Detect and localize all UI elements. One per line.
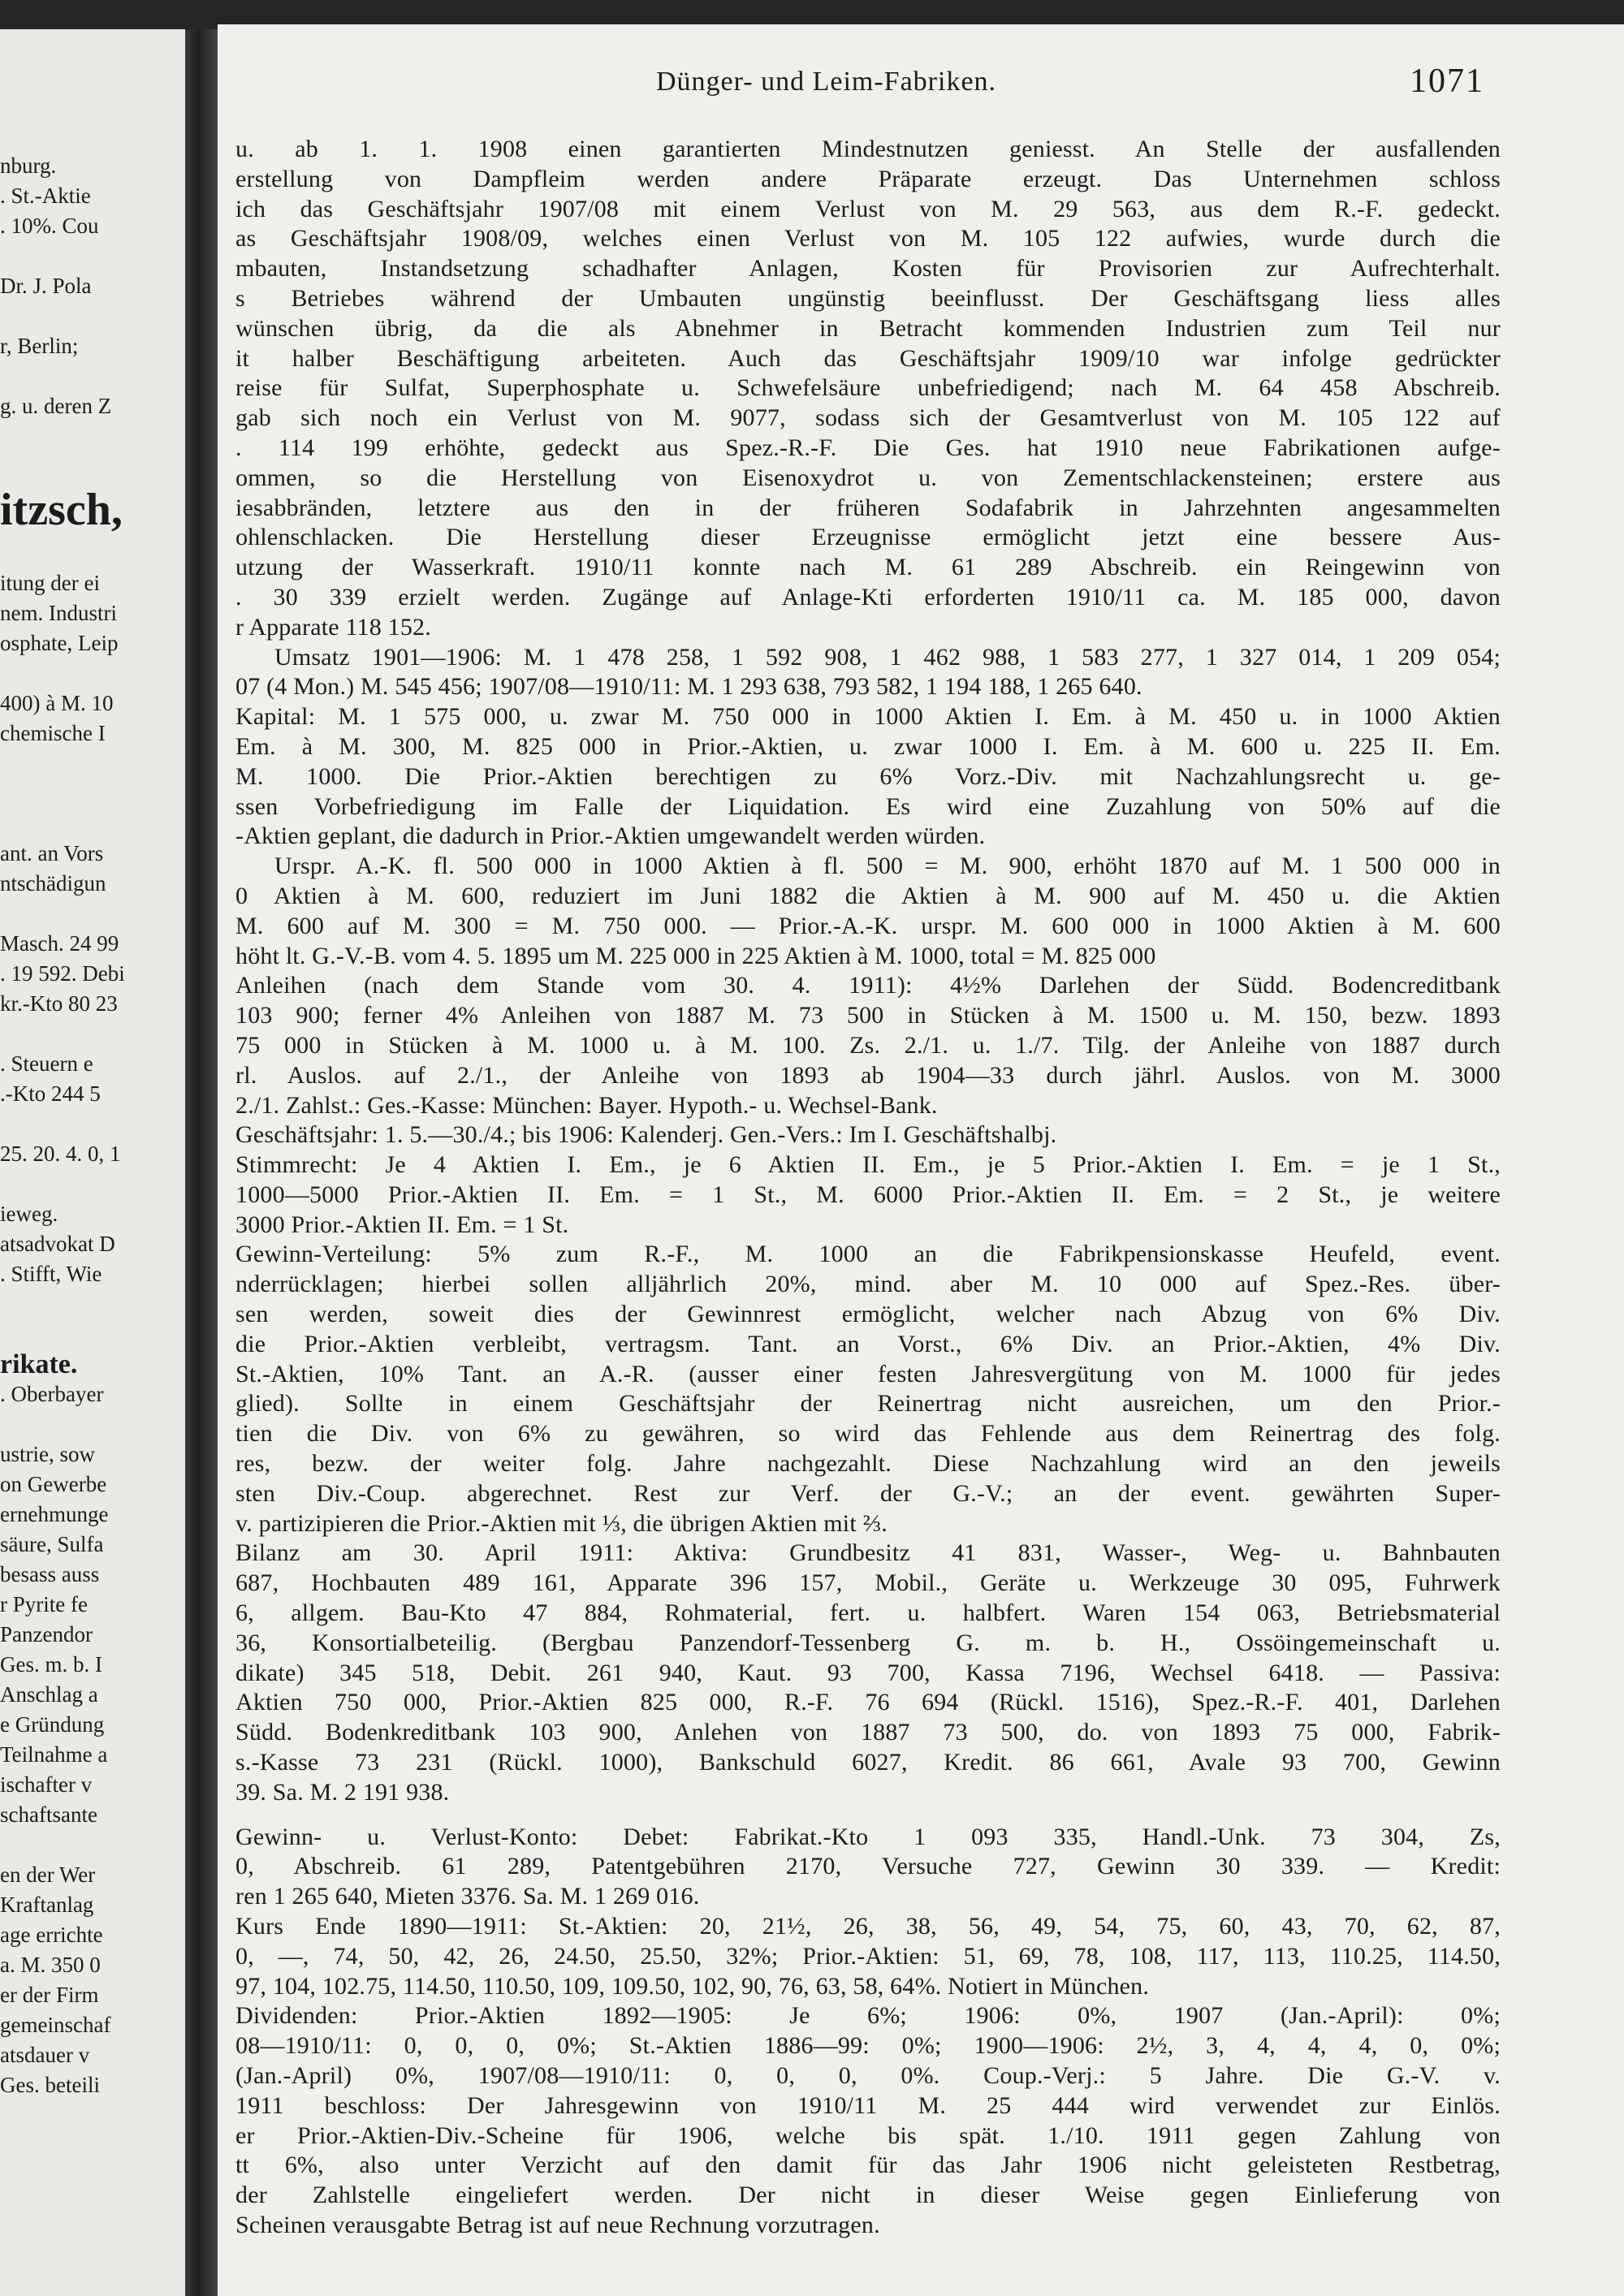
text-line: ohlenschlacken. Die Herstellung dieser Erzeugnisse ermöglicht jetzt eine bessere Aus- xyxy=(235,524,1501,551)
text-line: Dividenden: Prior.-Aktien 1892—1905: Je 6%; 1906: 0%, 1907 (Jan.-April): 0%; xyxy=(235,2002,1501,2030)
text-line: 3000 Prior.-Aktien II. Em. = 1 St. xyxy=(235,1211,569,1238)
left-page-line: .-Kto 244 5 xyxy=(0,1081,101,1106)
text-line: 07 (4 Mon.) M. 545 456; 1907/08—1910/11: M. 1 293 638, 793 582, 1 194 188, 1 265 640. xyxy=(235,673,1142,701)
text-line: St.-Aktien, 10% Tant. an A.-R. (ausser einer festen Jahresvergütung von M. 1000 für jedes xyxy=(235,1360,1501,1388)
left-page-line: Anschlag a xyxy=(0,1682,98,1707)
text-line: M. 600 auf M. 300 = M. 750 000. — Prior.-A.-K. urspr. M. 600 000 in 1000 Aktien à M. 600 xyxy=(235,912,1501,939)
text-line: 39. Sa. M. 2 191 938. xyxy=(235,1778,450,1806)
text-line: höht lt. G.-V.-B. vom 4. 5. 1895 um M. 225 000 in 225 Aktien à M. 1000, total = M. 825 000 xyxy=(235,942,1156,969)
text-line: dikate) 345 518, Debit. 261 940, Kaut. 93 700, Kassa 7196, Wechsel 6418. — Passiva: xyxy=(235,1659,1501,1686)
text-line: 6, allgem. Bau-Kto 47 884, Rohmaterial, fert. u. halbfert. Waren 154 063, Betriebsmaterial xyxy=(235,1599,1501,1627)
left-page-line: schaftsante xyxy=(0,1802,97,1827)
text-line: . 30 339 erzielt werden. Zugänge auf Anlage-Kti erforderten 1910/11 ca. M. 185 000, davon xyxy=(235,583,1501,611)
left-page-line: ernehmunge xyxy=(0,1502,109,1526)
main-page xyxy=(218,24,1624,2296)
left-page-line xyxy=(0,1830,185,1860)
text-line: 0, —, 74, 50, 42, 26, 24.50, 25.50, 32%; Prior.-Aktien: 51, 69, 78, 108, 117, 113, 110.25, 114.50, xyxy=(235,1942,1501,1970)
text-line: 08—1910/11: 0, 0, 0, 0%; St.-Aktien 1886—99: 0%; 1900—1906: 2½, 3, 4, 4, 4, 0, 0%; xyxy=(235,2032,1501,2060)
left-page-line: on Gewerbe xyxy=(0,1472,107,1496)
left-page-line: . 10%. Cou xyxy=(0,214,99,238)
text-line: 0, Abschreib. 61 289, Patentgebühren 2170, Versuche 727, Gewinn 30 339. — Kredit: xyxy=(235,1853,1501,1880)
text-line: (Jan.-April) 0%, 1907/08—1910/11: 0, 0, 0, 0%. Coup.-Verj.: 5 Jahre. Die G.-V. v. xyxy=(235,2062,1501,2089)
text-line: r Apparate 118 152. xyxy=(235,613,431,641)
text-line: it halber Beschäftigung arbeiteten. Auch das Geschäftsjahr 1909/10 war infolge gedrückter xyxy=(235,344,1501,372)
text-line: 1000—5000 Prior.-Aktien II. Em. = 1 St., M. 6000 Prior.-Aktien II. Em. = 2 St., je weitere xyxy=(235,1180,1501,1208)
text-line: Gewinn- u. Verlust-Konto: Debet: Fabrikat.-Kto 1 093 335, Handl.-Unk. 73 304, Zs, xyxy=(235,1823,1501,1850)
left-page-line: age errichte xyxy=(0,1923,103,1947)
left-page-line xyxy=(0,1319,185,1349)
text-line: 0 Aktien à M. 600, reduziert im Juni 1882 die Aktien à M. 900 auf M. 450 u. die Aktien xyxy=(235,882,1501,909)
left-page-line: Kraftanlag xyxy=(0,1892,94,1917)
text-line: . 114 199 erhöhte, gedeckt aus Spez.-R.-F. Die Ges. hat 1910 neue Fabrikationen aufge- xyxy=(235,434,1501,461)
left-page-line xyxy=(0,658,185,688)
text-line: nderrücklagen; hierbei sollen alljährlich 20%, mind. aber M. 10 000 auf Spez.-Res. über- xyxy=(235,1271,1501,1298)
left-page-line xyxy=(0,361,185,391)
text-line: 687, Hochbauten 489 161, Apparate 396 157, Mobil., Geräte u. Werkzeuge 30 095, Fuhrwerk xyxy=(235,1569,1501,1597)
left-page-line: ieweg. xyxy=(0,1202,58,1226)
text-line: Bilanz am 30. April 1911: Aktiva: Grundbesitz 41 831, Wasser-, Weg- u. Bahnbauten xyxy=(235,1539,1501,1567)
left-page-line: osphate, Leip xyxy=(0,631,119,655)
left-page-line: Masch. 24 99 xyxy=(0,931,119,956)
left-page-line: a. M. 350 0 xyxy=(0,1953,101,1977)
page-number: 1071 xyxy=(1410,63,1484,100)
text-line: reise für Sulfat, Superphosphate u. Schwefelsäure unbefriedigend; nach M. 64 458 Abschreib. xyxy=(235,374,1501,402)
left-page-line: nem. Industri xyxy=(0,601,117,625)
left-page-line: Panzendor xyxy=(0,1622,93,1646)
left-page-line xyxy=(0,779,185,809)
text-line: tt 6%, also unter Verzicht auf den damit für das Jahr 1906 nicht geleisteten Restbetrag, xyxy=(235,2151,1501,2179)
text-line: Umsatz 1901—1906: M. 1 478 258, 1 592 908, 1 462 988, 1 583 277, 1 327 014, 1 209 054; xyxy=(274,643,1501,671)
text-line: res, bezw. der weiter folg. Jahre nachgezahlt. Diese Nachzahlung wird an den jeweils xyxy=(235,1450,1501,1478)
text-line: der Zahlstelle eingeliefert werden. Der nicht in dieser Weise gegen Einlieferung von xyxy=(235,2182,1501,2209)
left-page-line: ischafter v xyxy=(0,1772,93,1797)
left-page-line xyxy=(0,451,185,481)
text-line: sten Div.-Coup. abgerechnet. Rest zur Verf. der G.-V.; an der event. gewährten Super- xyxy=(235,1479,1501,1507)
left-page-line: itung der ei xyxy=(0,571,100,595)
left-page-line: . Stifft, Wie xyxy=(0,1262,102,1286)
text-line: s Betriebes während der Umbauten ungünstig beeinflusst. Der Geschäftsgang liess alles xyxy=(235,284,1501,312)
text-line: 1911 beschloss: Der Jahresgewinn von 1910/11 M. 25 444 wird verwendet zur Einlös. xyxy=(235,2091,1501,2119)
left-page-line: ustrie, sow xyxy=(0,1442,95,1466)
text-line: utzung der Wasserkraft. 1910/11 konnte nach M. 61 289 Abschreib. ein Reingewinn von xyxy=(235,554,1501,581)
left-page-line: er der Firm xyxy=(0,1983,99,2007)
text-line: 75 000 in Stücken à M. 1000 u. à M. 100. Zs. 2./1. u. 1./7. Tilg. der Anleihe von 1887 durch xyxy=(235,1031,1501,1059)
left-page-line: . Steuern e xyxy=(0,1051,93,1076)
text-line: Geschäftsjahr: 1. 5.—30./4.; bis 1906: Kalenderj. Gen.-Vers.: Im I. Geschäftshalbj. xyxy=(235,1121,1057,1149)
book-gutter xyxy=(185,29,219,2296)
left-page-line xyxy=(0,241,185,271)
left-page-line: Teilnahme a xyxy=(0,1742,108,1767)
left-page-line: 400) à M. 10 xyxy=(0,691,114,715)
text-line: Scheinen verausgabte Betrag ist auf neue Rechnung vorzutragen. xyxy=(235,2211,880,2238)
text-line: rl. Auslos. auf 2./1., der Anleihe von 1893 ab 1904—33 durch jährl. Auslos. von M. 3000 xyxy=(235,1061,1501,1089)
left-page-line: e Gründung xyxy=(0,1712,105,1737)
text-line: Aktien 750 000, Prior.-Aktien 825 000, R.-F. 76 694 (Rückl. 1516), Spez.-R.-F. 401, Darlehen xyxy=(235,1689,1501,1716)
text-line: ich das Geschäftsjahr 1907/08 mit einem Verlust von M. 29 563, aus dem R.-F. gedeckt. xyxy=(235,195,1501,222)
body-text xyxy=(218,135,1501,2241)
text-line: wünschen übrig, da die als Abnehmer in Betracht kommenden Industrien zum Teil nur xyxy=(235,314,1501,342)
left-page-line: ntschädigun xyxy=(0,871,106,896)
left-page-line xyxy=(0,301,185,331)
text-line: 97, 104, 102.75, 114.50, 110.50, 109, 109.50, 102, 90, 76, 63, 58, 64%. Notiert in München. xyxy=(235,1972,1150,2000)
left-page-line: g. u. deren Z xyxy=(0,394,112,418)
text-line: s.-Kasse 73 231 (Rückl. 1000), Bankschuld 6027, Kredit. 86 661, Avale 93 700, Gewinn xyxy=(235,1749,1501,1776)
text-line: iesabbränden, letztere aus den in der früheren Sodafabrik in Jahrzehnten angesammelten xyxy=(235,494,1501,521)
text-line: ommen, so die Herstellung von Eisenoxydrot u. von Zementschlackensteinen; erstere aus xyxy=(235,464,1501,491)
page-header xyxy=(218,63,1484,115)
left-page-line: kr.-Kto 80 23 xyxy=(0,991,118,1016)
running-title: Dünger- und Leim-Fabriken. xyxy=(656,67,997,97)
left-page-line xyxy=(0,749,185,779)
left-page-line xyxy=(0,809,185,839)
left-page-line xyxy=(0,538,185,568)
text-line: Em. à M. 300, M. 825 000 in Prior.-Aktien, u. zwar 1000 I. Em. à M. 600 u. 225 II. Em. xyxy=(235,732,1501,760)
text-line: tien die Div. von 6% zu gewähren, so wird das Fehlende aus dem Reinertrag des folg. xyxy=(235,1420,1501,1448)
left-page-line: en der Wer xyxy=(0,1862,96,1887)
left-page-line xyxy=(0,899,185,929)
left-page-line: Dr. J. Pola xyxy=(0,274,92,298)
left-page-line: 25. 20. 4. 0, 1 xyxy=(0,1142,121,1166)
left-page-line: chemische I xyxy=(0,721,106,745)
text-line: gab sich noch ein Verlust von M. 9077, sodass sich der Gesamtverlust von M. 105 122 auf xyxy=(235,404,1501,432)
left-page-line: rikate. xyxy=(0,1349,78,1379)
text-line: ssen Vorbefriedigung im Falle der Liquidation. Es wird eine Zuzahlung von 50% auf die xyxy=(235,792,1501,820)
text-line: v. partizipieren die Prior.-Aktien mit ⅓, die übrigen Aktien mit ⅔. xyxy=(235,1509,888,1537)
left-page-line xyxy=(0,1169,185,1199)
text-line: Urspr. A.-K. fl. 500 000 in 1000 Aktien à fl. 500 = M. 900, erhöht 1870 auf M. 1 500 000 in xyxy=(274,852,1501,880)
left-page-line xyxy=(0,1109,185,1139)
left-page-line: r Pyrite fe xyxy=(0,1592,88,1616)
left-page-line xyxy=(0,1019,185,1049)
text-line: Kurs Ende 1890—1911: St.-Aktien: 20, 21½, 26, 38, 56, 49, 54, 75, 60, 43, 70, 62, 87, xyxy=(235,1913,1501,1940)
text-line: Kapital: M. 1 575 000, u. zwar M. 750 000 in 1000 Aktien I. Em. à M. 450 u. in 1000 Aktien xyxy=(235,703,1501,731)
text-line: 103 900; ferner 4% Anleihen von 1887 M. 73 500 in Stücken à M. 1500 u. M. 150, bezw. 1893 xyxy=(235,1002,1501,1029)
text-line: M. 1000. Die Prior.-Aktien berechtigen zu 6% Vorz.-Div. mit Nachzahlungsrecht u. ge- xyxy=(235,762,1501,790)
text-line: 2./1. Zahlst.: Ges.-Kasse: München: Bayer. Hypoth.- u. Wechsel-Bank. xyxy=(235,1091,938,1119)
left-page-line: . 19 592. Debi xyxy=(0,961,125,986)
left-page-line: . St.-Aktie xyxy=(0,183,91,208)
left-page-line: atsadvokat D xyxy=(0,1232,115,1256)
left-page-line: säure, Sulfa xyxy=(0,1532,104,1556)
text-line: as Geschäftsjahr 1908/09, welches einen Verlust von M. 105 122 aufwies, wurde durch die xyxy=(235,225,1501,252)
left-page-line: besass auss xyxy=(0,1562,100,1586)
text-line: erstellung von Dampfleim werden andere Präparate erzeugt. Das Unternehmen schloss xyxy=(235,165,1501,192)
left-page-line: gemeinschaf xyxy=(0,2013,111,2037)
left-page-text xyxy=(0,151,185,2100)
left-page-line: itzsch, xyxy=(0,485,123,535)
text-line: die Prior.-Aktien verbleibt, vertragsm. Tant. an Vorst., 6% Div. an Prior.-Aktien, 4% Div. xyxy=(235,1330,1501,1357)
text-line: Südd. Bodenkreditbank 103 900, Anlehen von 1887 73 500, do. von 1893 75 000, Fabrik- xyxy=(235,1719,1501,1746)
text-line: -Aktien geplant, die dadurch in Prior.-Aktien umgewandelt werden würden. xyxy=(235,822,986,850)
left-page-line: Ges. beteili xyxy=(0,2073,100,2097)
text-line: mbauten, Instandsetzung schadhafter Anlagen, Kosten für Provisorien zur Aufrechterhalt. xyxy=(235,255,1501,283)
text-line: 36, Konsortialbeteilig. (Bergbau Panzendorf-Tessenberg G. m. b. H., Ossöingemeinschaft u. xyxy=(235,1629,1501,1656)
text-line: Anleihen (nach dem Stande vom 30. 4. 1911): 4½% Darlehen der Südd. Bodencreditbank xyxy=(235,972,1501,999)
text-line: sen werden, soweit dies der Gewinnrest ermöglicht, welcher nach Abzug von 6% Div. xyxy=(235,1301,1501,1328)
text-line: Gewinn-Verteilung: 5% zum R.-F., M. 1000 an die Fabrikpensionskasse Heufeld, event. xyxy=(235,1241,1501,1268)
text-line: ren 1 265 640, Mieten 3376. Sa. M. 1 269 016. xyxy=(235,1883,700,1910)
left-page-line xyxy=(0,421,185,451)
left-page-fragment xyxy=(0,29,185,2296)
left-page-line: r, Berlin; xyxy=(0,334,79,358)
left-page-line: atsdauer v xyxy=(0,2043,90,2067)
text-line: Stimmrecht: Je 4 Aktien I. Em., je 6 Aktien II. Em., je 5 Prior.-Aktien I. Em. = je 1 St., xyxy=(235,1151,1501,1179)
left-page-line: nburg. xyxy=(0,153,57,178)
text-line: glied). Sollte in einem Geschäftsjahr der Reinertrag nicht ausreichen, um den Prior.- xyxy=(235,1390,1501,1418)
left-page-line: Ges. m. b. I xyxy=(0,1652,102,1677)
text-line: er Prior.-Aktien-Div.-Scheine für 1906, welche bis spät. 1./10. 1911 gegen Zahlung von xyxy=(235,2121,1501,2149)
text-line: u. ab 1. 1. 1908 einen garantierten Mindestnutzen geniesst. An Stelle der ausfallenden xyxy=(235,136,1501,162)
left-page-line xyxy=(0,1289,185,1319)
left-page-line: ant. an Vors xyxy=(0,841,104,865)
left-page-line: . Oberbayer xyxy=(0,1382,104,1406)
left-page-line xyxy=(0,1409,185,1439)
